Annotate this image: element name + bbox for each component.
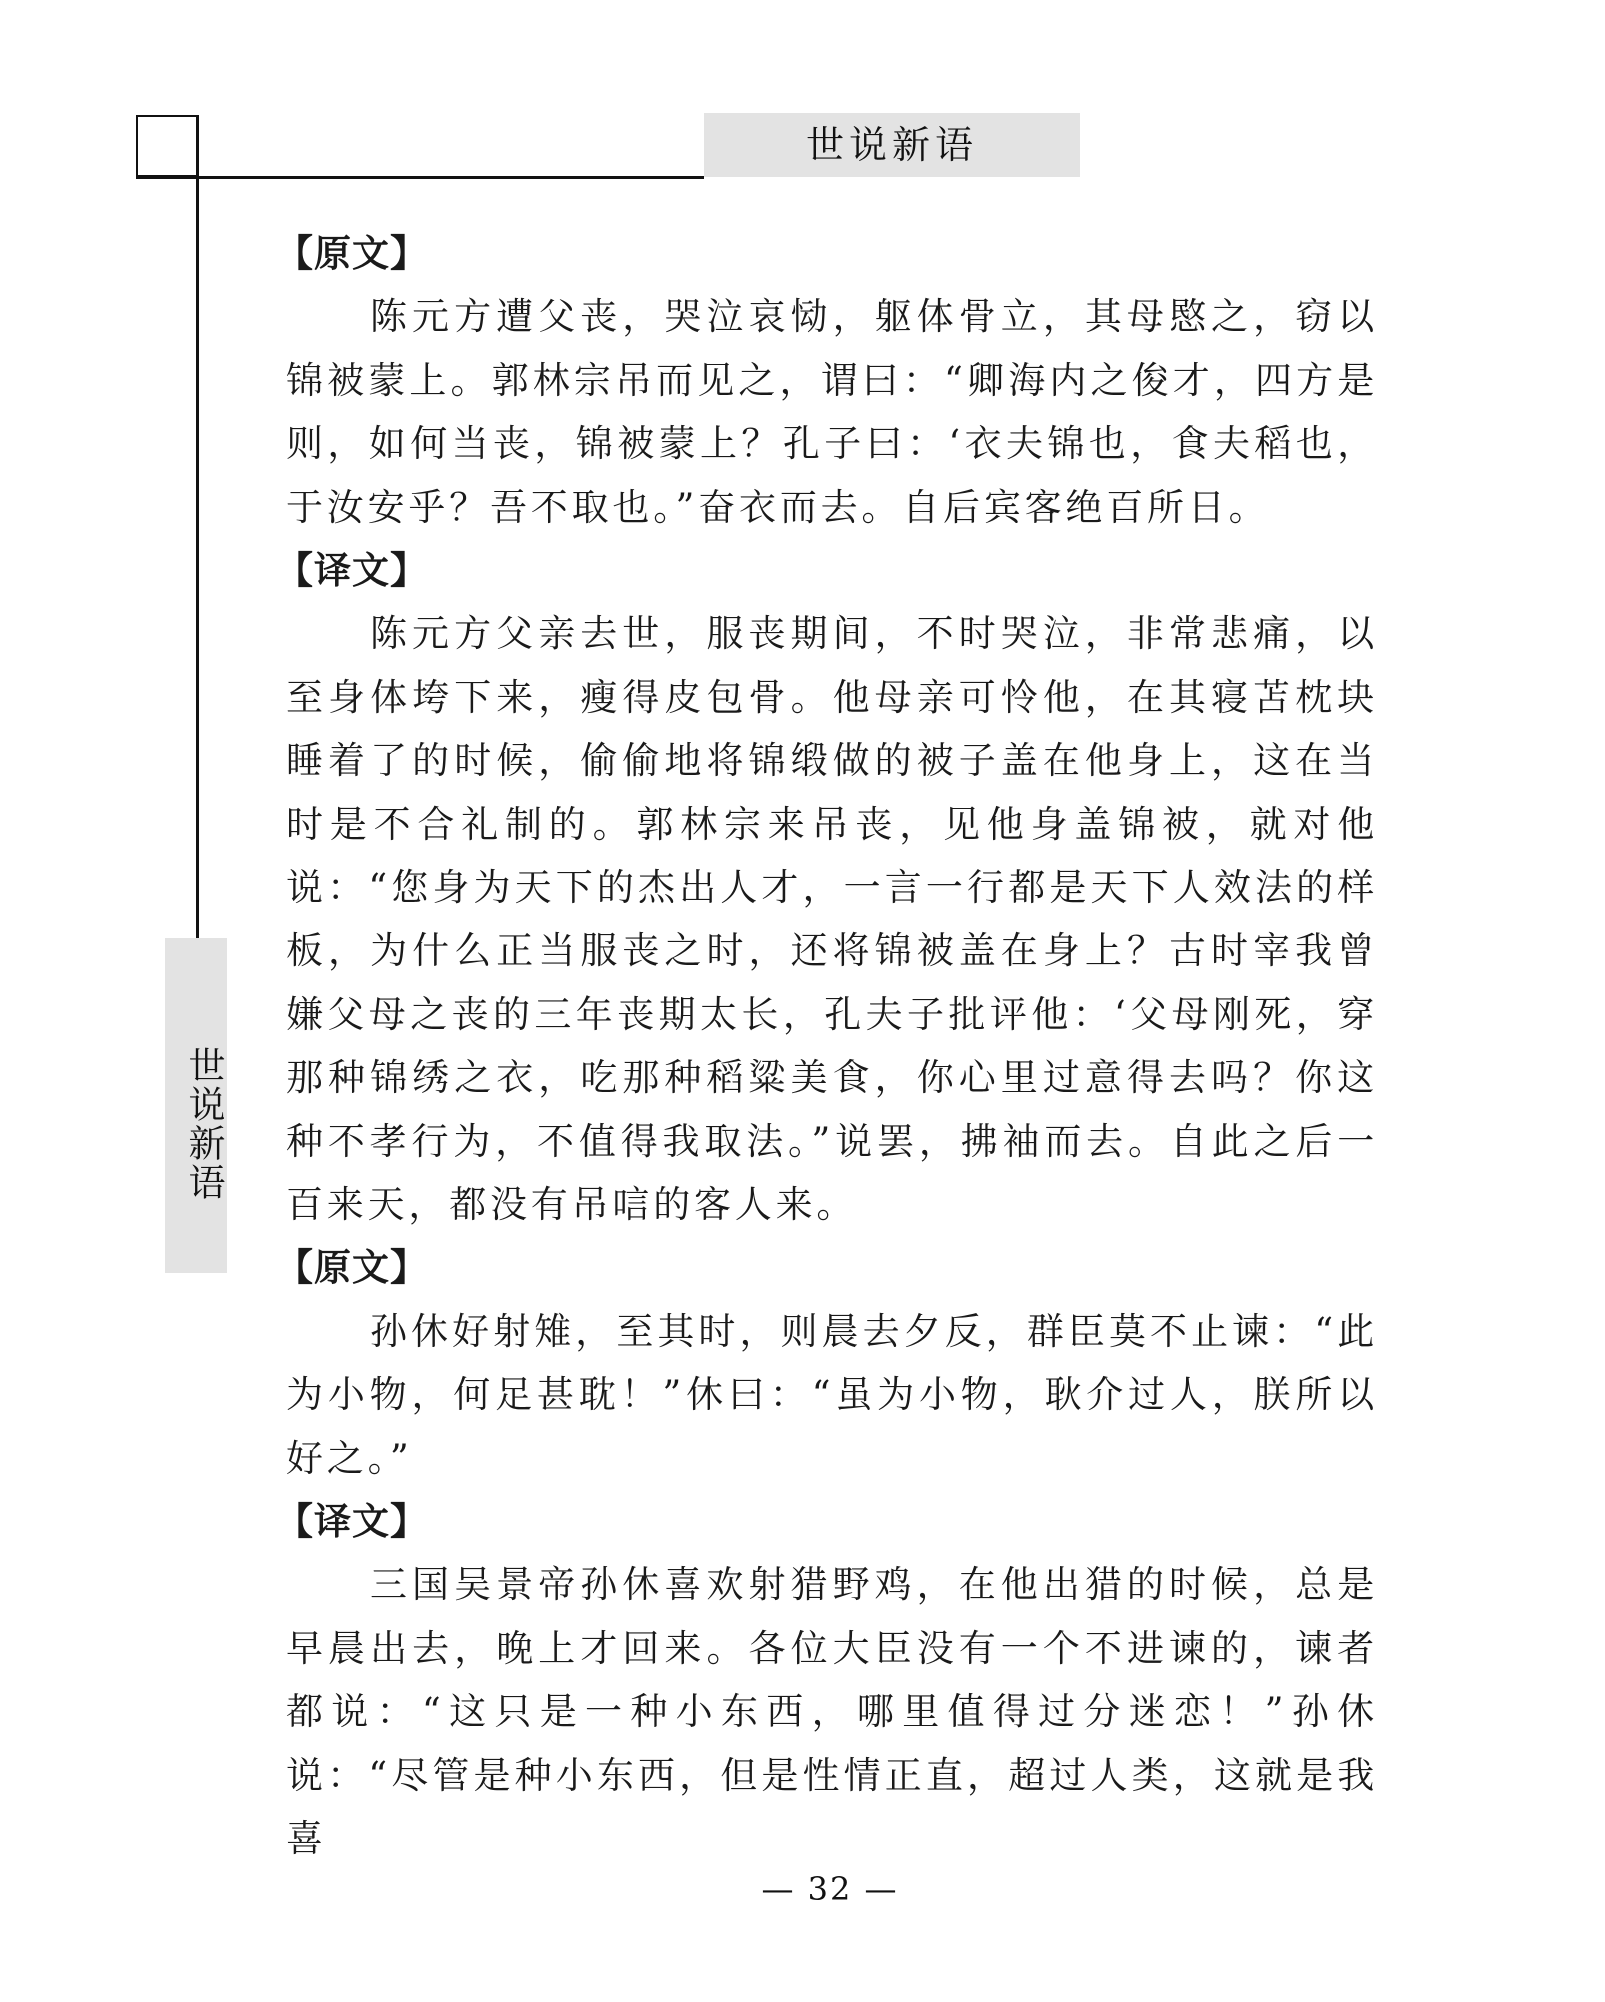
margin-rule xyxy=(196,115,199,938)
section-original-1 xyxy=(276,222,1378,539)
section-translation-1 xyxy=(276,539,1378,1236)
section-label: 【译文】 xyxy=(276,1500,428,1544)
section-label: 【原文】 xyxy=(276,1246,428,1290)
section-label: 【原文】 xyxy=(276,232,428,275)
section-paragraph: 三国吴景帝孙休喜欢射猎野鸡，在他出猎的时候，总是早晨出去，晚上才回来。各位大臣没有一个不进谏的，谏者都说：“这只是一种小东西，哪里值得过分迷恋！”孙休说：“尽管是种小东西，但是性情正直，超过人类，这就是我喜 xyxy=(286,1563,1378,1861)
section-paragraph: 陈元方父亲去世，服丧期间，不时哭泣，非常悲痛，以至身体垮下来，瘦得皮包骨。他母亲可怜他，在其寝苫枕块睡着了的时候，偷偷地将锦缎做的被子盖在他身上，这在当时是不合礼制的。郭林宗来吊丧，见他身盖锦被，就对他说：“您身为天下的杰出人才，一言一行都是天下人效法的样板，为什么正当服丧之时，还将锦被盖在身上？古时宰我曾嫌父母之丧的三年丧期太长，孔夫子批评他：‘父母刚死，穿那种锦绣之衣，吃那种稻粱美食，你心里过意得去吗？你这种不孝行为，不值得我取法。”说罢，拂袖而去。自此之后一百来天，都没有吊唁的客人来。 xyxy=(286,612,1378,1227)
page-number: — 32 — xyxy=(761,1870,899,1908)
corner-box-decoration xyxy=(136,115,198,177)
section-label: 【译文】 xyxy=(276,549,428,593)
section-translation-2 xyxy=(276,1490,1378,1870)
section-original-2 xyxy=(276,1236,1378,1490)
side-tab-title: 世说新语 xyxy=(165,938,227,1273)
header-rule xyxy=(136,176,704,179)
section-paragraph: 陈元方遭父丧，哭泣哀恸，躯体骨立，其母愍之，窃以锦被蒙上。郭林宗吊而见之，谓曰：“卿海内之俊才，四方是则，如何当丧，锦被蒙上？孔子曰：‘衣夫锦也，食夫稻也，于汝安乎？吾不取也。”奋衣而去。自后宾客绝百所日。 xyxy=(286,295,1378,529)
section-paragraph: 孙休好射雉，至其时，则晨去夕反，群臣莫不止谏：“此为小物，何足甚耽！”休曰：“虽为小物，耿介过人，朕所以好之。” xyxy=(286,1309,1378,1480)
running-header-title: 世说新语 xyxy=(704,113,1080,177)
page-content xyxy=(276,222,1378,1871)
